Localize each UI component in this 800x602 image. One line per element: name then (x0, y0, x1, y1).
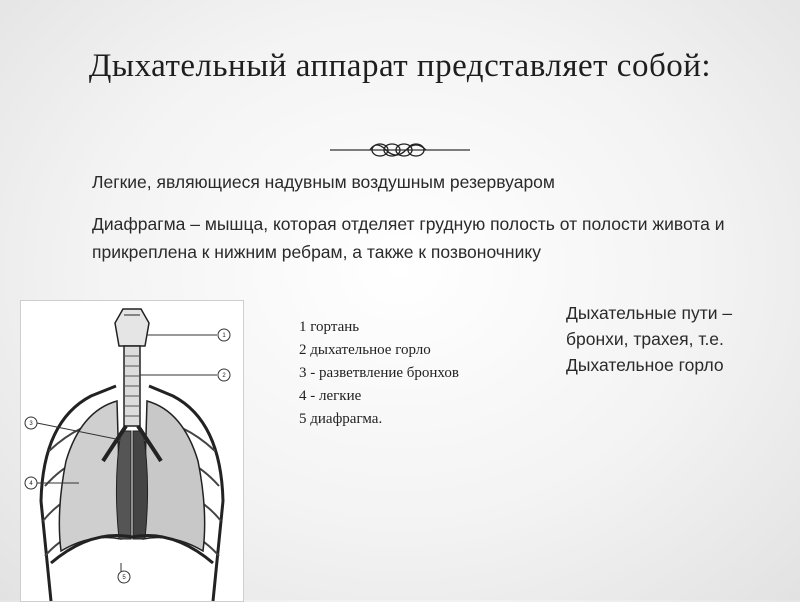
respiratory-system-diagram (21, 301, 243, 601)
callout-label: 3 (29, 421, 33, 427)
callout-label: 5 (122, 575, 126, 581)
ornament-divider (330, 138, 470, 162)
lungs-illustration (20, 300, 244, 602)
callout-label: 2 (222, 373, 226, 379)
legend-item: 3 - разветвление бронхов (299, 365, 459, 381)
bullet-list (48, 168, 758, 266)
bullet-text: Легкие, являющиеся надувным воздушным резервуаром (92, 172, 555, 192)
callout-label: 4 (29, 481, 33, 487)
legend-item: 4 - легкие (299, 388, 362, 404)
slide-title: Дыхательный аппарат представляет собой: (88, 48, 712, 84)
bullet-text: Диафрагма – мышца, которая отделяет грудную полость от полости живота и прикреплена к нижним ребрам, а также к позвоночнику (92, 214, 725, 262)
bullet-item (48, 210, 758, 266)
legend-item: 2 дыхательное горло (299, 342, 431, 358)
legend-item: 1 гортань (299, 319, 360, 335)
legend-item: 5 диафрагма. (299, 411, 383, 427)
side-bullet-item (528, 300, 788, 378)
figure-legend (299, 316, 459, 431)
callout-label: 1 (222, 333, 226, 339)
side-bullet-text: Дыхательные пути – бронхи, трахея, т.е. Дыхательное горло (566, 303, 733, 375)
bullet-item (48, 168, 758, 196)
